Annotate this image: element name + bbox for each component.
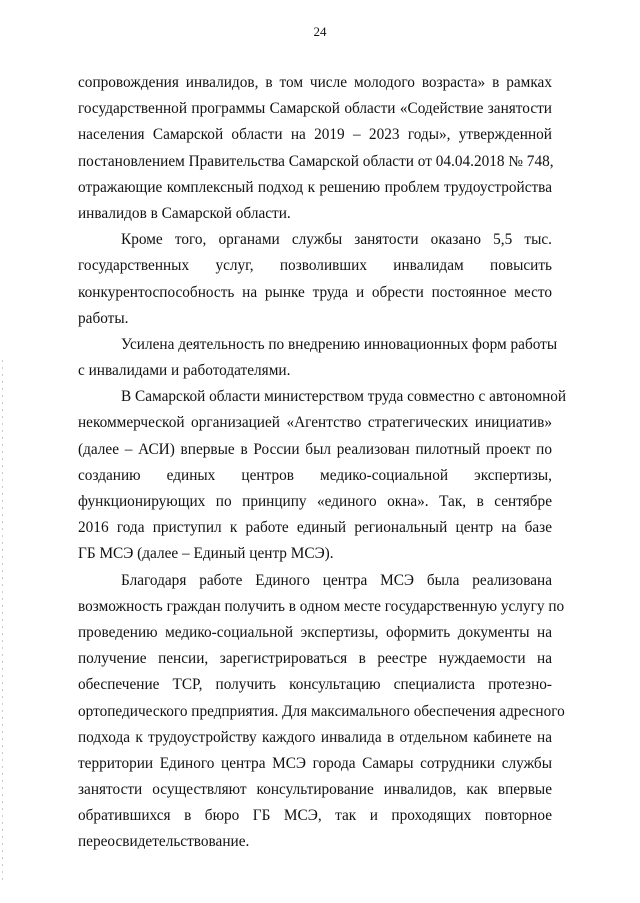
text-line: ортопедического предприятия. Для максимального обеспечения адресного [78,702,565,720]
text-line: занятости осуществляют консультирование инвалидов, как впервые [78,781,552,799]
text-line: территории Единого центра МСЭ города Самары сотрудники службы [78,754,552,772]
body-text [78,70,567,856]
text-line: государственной программы Самарской области «Содействие занятости [78,100,552,118]
text-line: созданию единых центров медико-социальной экспертизы, [78,466,552,484]
text-line: переосвидетельствование. [78,833,250,851]
text-line: ГБ МСЭ (далее – Единый центр МСЭ). [78,545,334,563]
text-line: подхода к трудоустройству каждого инвалида в отдельном кабинете на [78,728,552,746]
text-line: 2016 года приступил к работе единый региональный центр на базе [78,519,552,537]
text-line: отражающие комплексный подход к решению проблем трудоустройства [78,178,552,196]
text-line: Благодаря работе Единого центра МСЭ была реализована [121,571,552,589]
text-line: некоммерческой организацией «Агентство стратегических инициатив» [78,414,552,432]
text-line: Кроме того, органами службы занятости оказано 5,5 тыс. [121,231,552,249]
text-line: В Самарской области министерством труда совместно с автономной [121,388,567,406]
text-line: обратившихся в бюро ГБ МСЭ, так и проходящих повторное [78,807,552,825]
text-line: государственных услуг, позволивших инвалидам повысить [78,257,552,275]
text-line: населения Самарской области на 2019 – 2023 годы», утвержденной [78,126,552,144]
text-line: возможность граждан получить в одном месте государственную услугу по [78,597,565,615]
text-line: работы. [78,309,129,327]
text-line: функционирующих по принципу «единого окна». Так, в сентябре [78,493,552,510]
text-line: постановлением Правительства Самарской области от 04.04.2018 № 748, [78,152,554,170]
text-line: (далее – АСИ) впервые в России был реализован пилотный проект по [78,440,552,458]
page-number: 24 [313,24,327,39]
text-line: получение пенсии, зарегистрироваться в реестре нуждаемости на [78,650,552,668]
scan-edge-artifact [2,360,3,880]
text-line: конкурентоспособность на рынке труда и обрести постоянное место [78,283,552,301]
text-line: с инвалидами и работодателями. [78,362,291,380]
text-line: проведению медико-социальной экспертизы, оформить документы на [78,623,552,641]
text-line: сопровождения инвалидов, в том числе молодого возраста» в рамках [78,74,552,91]
text-line: инвалидов в Самарской области. [78,204,291,222]
text-line: Усилена деятельность по внедрению инновационных форм работы [121,335,558,353]
text-line: обеспечение ТСР, получить консультацию специалиста протезно- [78,676,552,694]
